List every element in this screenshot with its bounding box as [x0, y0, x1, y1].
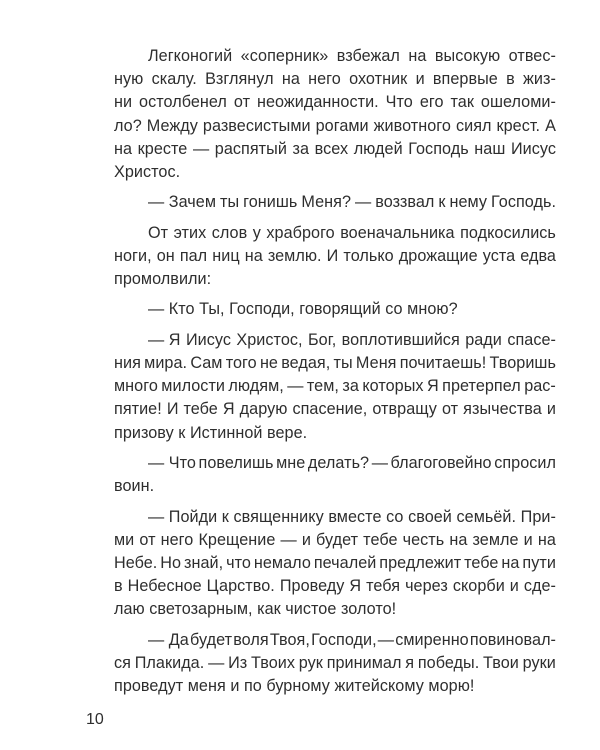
word: повиновал- [469, 630, 556, 649]
word: Христос, [236, 330, 303, 349]
word: и [546, 400, 556, 419]
word: ния [114, 354, 141, 372]
line-text: воин. [114, 477, 155, 496]
word: животного [373, 116, 451, 135]
word: скорби [452, 577, 505, 596]
word: от [233, 93, 251, 112]
word: воззвал [375, 193, 435, 212]
word: — [371, 453, 388, 472]
paragraph [114, 629, 556, 699]
text-line [114, 352, 556, 375]
text-line [114, 575, 556, 598]
word: отвращу [372, 400, 437, 419]
word: пятие! [114, 400, 162, 419]
word: вместе [328, 507, 382, 526]
text-line [114, 675, 556, 698]
word: почитаешь! [399, 354, 487, 372]
line-text: промолвили: [114, 270, 212, 289]
word: Плакида. [134, 653, 205, 672]
word: людям, [228, 377, 284, 396]
word: и [509, 577, 519, 596]
word: этих [173, 223, 207, 242]
word: людей [353, 139, 403, 158]
word: Из [228, 653, 248, 672]
word: Господи, [311, 630, 377, 649]
word: И [326, 246, 339, 265]
word: язычества [463, 400, 542, 419]
paragraph-gap [114, 498, 556, 505]
word: немало [253, 553, 311, 572]
word: Меня? [301, 193, 352, 212]
word: руки [522, 653, 556, 672]
word: будет [316, 530, 359, 549]
word: своей [408, 507, 452, 526]
word: пал [179, 246, 208, 265]
word: на [501, 553, 520, 572]
word: ми [114, 530, 135, 549]
text-line [114, 268, 556, 291]
word: Крещение [198, 530, 276, 549]
word: священнику [233, 507, 324, 526]
word: уста [482, 246, 516, 265]
word: Между [146, 116, 198, 135]
word: Но [160, 553, 182, 572]
word: к [438, 193, 446, 212]
text-line [114, 68, 556, 91]
word: При- [520, 507, 556, 526]
word: высокую [434, 47, 501, 65]
word: — Я [148, 330, 181, 349]
word: спасе- [507, 330, 556, 349]
word: И [166, 400, 179, 419]
text-line [114, 629, 556, 652]
word: дрожащие [398, 246, 478, 265]
word: смиренно [395, 630, 469, 649]
word: со [386, 507, 404, 526]
text-line [114, 452, 556, 475]
word: так [450, 93, 474, 112]
text-line [114, 422, 556, 445]
page-number: 10 [86, 711, 104, 728]
word: едва [520, 246, 556, 265]
word: его [419, 93, 444, 112]
word: того [225, 354, 257, 372]
word: повелишь [198, 453, 274, 472]
text-line [114, 138, 556, 161]
word: жиз- [523, 70, 556, 89]
word: распятый [214, 139, 287, 158]
word: печалей [313, 553, 377, 572]
word: за [292, 139, 310, 158]
word: от [441, 400, 459, 419]
word: отвес- [508, 47, 556, 65]
word: кресте [137, 139, 188, 158]
word: Твои [483, 653, 519, 672]
word: я [405, 653, 415, 672]
word: скалу. [151, 70, 197, 89]
word: Я [222, 400, 235, 419]
word: на [408, 47, 427, 65]
text-line [114, 115, 556, 138]
word: ниц [212, 246, 240, 265]
word: ошеломи- [480, 93, 556, 112]
word: победы. [417, 653, 480, 672]
word: — [208, 653, 225, 672]
line-text: проведут меня и по бурному житейскому морю! [114, 677, 475, 695]
word: ты [333, 354, 353, 372]
word: у [252, 223, 261, 242]
text-line [114, 222, 556, 245]
word: наш [474, 139, 506, 158]
line-text: лаю светозарным, как чистое золото! [114, 600, 397, 619]
paragraph-gap [114, 291, 556, 298]
word: — Что [148, 453, 196, 472]
word: — Пойди [148, 507, 218, 526]
word: дарую [239, 400, 288, 419]
text-line [114, 298, 556, 321]
word: — [280, 530, 297, 549]
word: военачальника [340, 223, 455, 242]
word: за [342, 377, 359, 396]
word: земле [472, 530, 519, 549]
word: Меня [355, 354, 397, 372]
paragraph-gap [114, 184, 556, 191]
word: храброго [266, 223, 335, 242]
paragraph [114, 45, 556, 184]
text-line [114, 652, 556, 675]
word: семьёй. [456, 507, 517, 526]
word: через [405, 577, 448, 596]
word: Твоя, [269, 630, 310, 649]
word: спросил [494, 453, 556, 472]
text-line [114, 191, 556, 214]
word: воля [233, 630, 269, 649]
word: взбежал [336, 47, 400, 65]
word: Твоих [251, 653, 295, 672]
word: Проведу [279, 577, 345, 596]
word: Я [426, 377, 439, 396]
word: — Да [148, 630, 189, 649]
text-line [114, 91, 556, 114]
word: Я [349, 577, 362, 596]
word: подкосились [460, 223, 556, 242]
text-line [114, 45, 556, 68]
paragraph-gap [114, 621, 556, 628]
word: ведая, [281, 354, 331, 372]
paragraph-gap [114, 215, 556, 222]
word: рогами [315, 116, 369, 135]
word: ради [465, 330, 502, 349]
word: — [287, 377, 304, 396]
word: на [281, 70, 300, 89]
word: охотник [349, 70, 408, 89]
word: воплотившийся [341, 330, 460, 349]
word: тебе [464, 553, 499, 572]
paragraph [114, 298, 556, 321]
word: Взглянул [205, 70, 274, 89]
word: и [523, 530, 533, 549]
word: мне [276, 453, 306, 472]
word: впервые [432, 70, 498, 89]
word: спасение, [292, 400, 368, 419]
word: Господь [408, 139, 469, 158]
word: Господь. [491, 193, 556, 212]
word: всех [314, 139, 349, 158]
word: к [221, 507, 229, 526]
word: принимал [326, 653, 402, 672]
word: предлежит [379, 553, 462, 572]
word: неожиданности. [257, 93, 379, 112]
word: Иисус [510, 139, 556, 158]
word: Сам [190, 354, 223, 372]
word: знай, [184, 553, 224, 572]
word: него [308, 70, 341, 89]
word: Небесное [127, 577, 202, 596]
word: будет [190, 630, 233, 649]
word: Что [385, 93, 413, 112]
word: не [259, 354, 278, 372]
paragraph [114, 191, 556, 214]
line-text: Христос. [114, 162, 181, 181]
word: и [415, 70, 425, 89]
word: — [355, 193, 372, 212]
word: землю. [267, 246, 322, 265]
text-line [114, 529, 556, 552]
word: «соперник» [240, 47, 329, 65]
word: остолбенел [139, 93, 227, 112]
word: милости [161, 377, 225, 396]
word: мира. [144, 354, 188, 372]
word: на [244, 246, 263, 265]
word: честь [402, 530, 445, 549]
word: от [139, 530, 156, 549]
word: что [226, 553, 251, 572]
word: развесистыми [202, 116, 311, 135]
word: тем, [306, 377, 339, 396]
word: на [537, 530, 556, 549]
word: только [343, 246, 394, 265]
paragraph [114, 506, 556, 622]
text-line [114, 506, 556, 529]
word: делать? [307, 453, 370, 472]
text-line [114, 398, 556, 421]
word: Небе. [114, 553, 158, 572]
word: на [114, 139, 133, 158]
word: он [156, 246, 175, 265]
word: — [192, 139, 210, 158]
word: Бог, [308, 330, 337, 349]
word: слов [211, 223, 248, 242]
word: — [377, 630, 395, 649]
word: Творишь [489, 354, 556, 372]
word: крест. [496, 116, 541, 135]
word: которых [362, 377, 424, 396]
word: него [160, 530, 194, 549]
word: тебе [363, 530, 398, 549]
text-line [114, 161, 556, 184]
text-line [114, 598, 556, 621]
word: тебе [183, 400, 218, 419]
paragraph [114, 329, 556, 445]
word: рук [298, 653, 323, 672]
paragraph [114, 222, 556, 292]
text-line [114, 329, 556, 352]
word: ся [114, 653, 131, 672]
word: гонишь [243, 193, 298, 212]
word: в [506, 70, 515, 89]
word: ноги, [114, 246, 152, 265]
word: в [114, 577, 123, 596]
word: сиял [455, 116, 492, 135]
word: рас- [524, 377, 556, 396]
text-line [114, 245, 556, 268]
word: пути [522, 553, 556, 572]
word: ло? [114, 116, 142, 135]
word: ни [114, 93, 133, 112]
paragraph [114, 452, 556, 498]
word: тебя [366, 577, 401, 596]
paragraph-gap [114, 322, 556, 329]
word: нему [449, 193, 488, 212]
word: ную [114, 70, 144, 89]
line-text: — Кто Ты, Господи, говорящий со мною? [148, 300, 458, 319]
text-line [114, 375, 556, 398]
text-line [114, 475, 556, 498]
word: претерпел [442, 377, 521, 396]
word: сде- [523, 577, 556, 596]
paragraph-gap [114, 445, 556, 452]
word: От [148, 223, 169, 242]
text-line [114, 552, 556, 575]
word: благоговейно [390, 453, 492, 472]
body-text [114, 45, 556, 698]
word: Царство. [206, 577, 275, 596]
word: ты [220, 193, 240, 212]
word: много [114, 377, 158, 396]
word: — Зачем [148, 193, 217, 212]
word: Легконогий [148, 47, 233, 65]
word: Иисус [185, 330, 231, 349]
line-text: призову к Истинной вере. [114, 423, 308, 442]
word: на [449, 530, 468, 549]
word: А [545, 116, 556, 135]
word: и [301, 530, 311, 549]
